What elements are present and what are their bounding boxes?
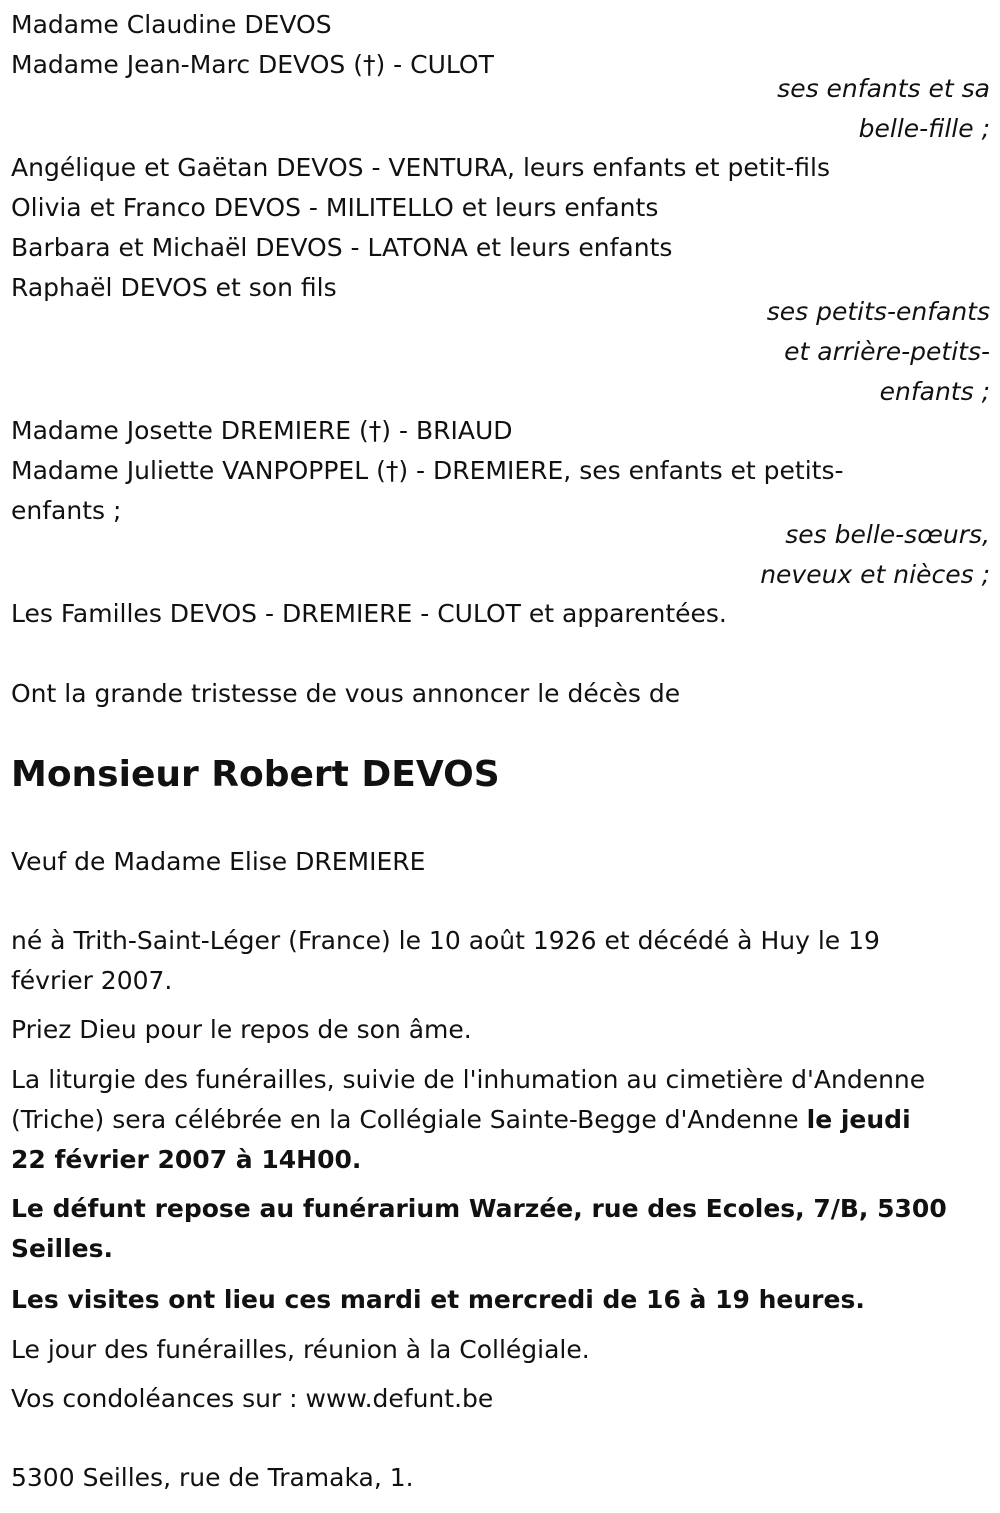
family-child-2: Madame Jean-Marc DEVOS (†) - CULOT [11, 50, 494, 79]
grandchild-3: Barbara et Michaël DEVOS - LATONA et leurs enfants [11, 233, 673, 262]
visits-line: Les visites ont lieu ces mardi et mercredi de 16 à 19 heures. [11, 1285, 865, 1314]
children-role-1: ses enfants et sa [777, 74, 990, 103]
announcement: Ont la grande tristesse de vous annoncer le décès de [11, 679, 681, 708]
address-line: 5300 Seilles, rue de Tramaka, 1. [11, 1463, 414, 1492]
inlaw-2-cont: enfants ; [11, 496, 122, 525]
deceased-name: Monsieur Robert DEVOS [11, 754, 500, 795]
birth-death-2: février 2007. [11, 966, 173, 995]
birth-death-1: né à Trith-Saint-Léger (France) le 10 août 1926 et décédé à Huy le 19 [11, 926, 880, 955]
funeral-line-2-text: (Triche) sera célébrée en la Collégiale Sainte-Begge d'Andenne [11, 1105, 807, 1134]
children-role-2: belle-fille ; [858, 114, 990, 143]
inlaw-1: Madame Josette DREMIERE (†) - BRIAUD [11, 416, 513, 445]
funeral-line-1: La liturgie des funérailles, suivie de l'inhumation au cimetière d'Andenne [11, 1065, 926, 1094]
grandchild-2: Olivia et Franco DEVOS - MILITELLO et leurs enfants [11, 193, 659, 222]
family-child-1: Madame Claudine DEVOS [11, 10, 332, 39]
inlaws-role-2: neveux et nièces ; [760, 560, 990, 589]
families-line: Les Familles DEVOS - DREMIERE - CULOT et apparentées. [11, 599, 727, 628]
inlaw-2: Madame Juliette VANPOPPEL (†) - DREMIERE, ses enfants et petits- [11, 456, 844, 485]
grandchildren-role-1: ses petits-enfants [766, 297, 990, 326]
condolences-line: Vos condoléances sur : www.defunt.be [11, 1384, 494, 1413]
rest-line-1: Le défunt repose au funérarium Warzée, rue des Ecoles, 7/B, 5300 [11, 1194, 947, 1223]
grandchildren-role-3: enfants ; [879, 377, 990, 406]
funeral-date-part-2: 22 février 2007 à 14H00. [11, 1145, 362, 1174]
rest-line-2: Seilles. [11, 1234, 114, 1263]
gathering-line: Le jour des funérailles, réunion à la Collégiale. [11, 1335, 590, 1364]
spouse-line: Veuf de Madame Elise DREMIERE [11, 847, 426, 876]
funeral-date-part-1: le jeudi [806, 1105, 911, 1134]
prayer-line: Priez Dieu pour le repos de son âme. [11, 1015, 472, 1044]
funeral-line-2 [11, 1100, 991, 1140]
grandchild-1: Angélique et Gaëtan DEVOS - VENTURA, leurs enfants et petit-fils [11, 153, 830, 182]
grandchildren-role-2: et arrière-petits- [784, 337, 990, 366]
inlaws-role-1: ses belle-sœurs, [785, 520, 990, 549]
grandchild-4: Raphaël DEVOS et son fils [11, 273, 337, 302]
